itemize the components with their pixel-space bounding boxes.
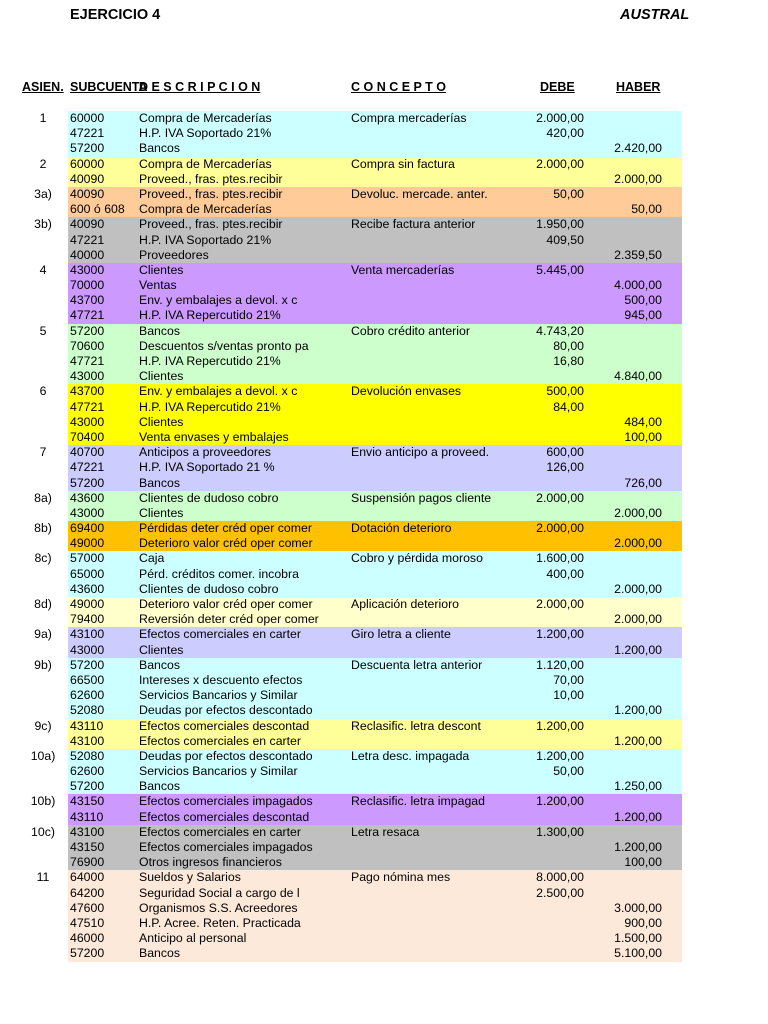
cell-descripcion: H.P. IVA Repercutido 21% (139, 354, 281, 368)
brand-name: AUSTRAL (620, 7, 690, 23)
cell-descripcion: Clientes (139, 642, 184, 657)
cell-subcuenta: 49000 (70, 536, 105, 551)
table-row (0, 840, 768, 855)
cell-descripcion: H.P. IVA Soportado 21% (139, 126, 272, 141)
cell-descripcion: Efectos comerciales descontad (139, 718, 310, 733)
table-row (0, 248, 768, 263)
cell-haber: 945,00 (624, 308, 662, 323)
cell-asiento: 10c) (31, 824, 55, 839)
table-row (0, 263, 768, 278)
cell-subcuenta: 40090 (70, 171, 105, 186)
cell-concepto: Cobro crédito anterior (351, 323, 470, 338)
cell-descripcion: Deudas por efectos descontado (139, 748, 313, 763)
cell-haber: 100,00 (624, 429, 662, 444)
cell-subcuenta: 43000 (70, 369, 105, 384)
cell-subcuenta: 57000 (70, 551, 105, 566)
cell-haber: 3.000,00 (614, 900, 662, 915)
table-row (0, 157, 768, 172)
cell-subcuenta: 43600 (70, 490, 105, 505)
cell-subcuenta: 79400 (70, 612, 105, 627)
cell-subcuenta: 43110 (70, 718, 104, 733)
cell-descripcion: H.P. IVA Soportado 21 % (139, 460, 275, 475)
cell-subcuenta: 69400 (70, 521, 105, 536)
table-row (0, 491, 768, 506)
cell-descripcion: Clientes (139, 369, 184, 384)
cell-subcuenta: 49000 (70, 597, 105, 611)
cell-subcuenta: 76900 (70, 855, 105, 870)
cell-debe: 5.445,00 (536, 262, 584, 277)
cell-debe: 70,00 (553, 672, 584, 687)
table-row (0, 794, 768, 809)
table-row (0, 369, 768, 384)
cell-concepto: Compra sin factura (351, 156, 455, 171)
cell-descripcion: Clientes (139, 414, 184, 429)
header-debe: DEBE (540, 80, 575, 94)
cell-descripcion: Bancos (139, 946, 181, 961)
table-row (0, 536, 768, 551)
cell-descripcion: Sueldos y Salarios (139, 870, 241, 885)
cell-haber: 1.250,00 (614, 779, 662, 794)
cell-descripcion: Organismos S.S. Acreedores (139, 900, 298, 915)
cell-subcuenta: 46000 (70, 931, 105, 946)
cell-subcuenta: 70000 (70, 278, 105, 293)
table-row (0, 612, 768, 627)
cell-descripcion: Efectos comerciales impagados (139, 794, 313, 809)
cell-descripcion: Seguridad Social a cargo de l (139, 885, 300, 900)
cell-haber: 1.200,00 (614, 840, 662, 854)
table-row (0, 202, 768, 217)
cell-asiento: 9a) (34, 627, 52, 642)
cell-debe: 2.000,00 (536, 490, 584, 505)
cell-asiento: 8c) (34, 551, 52, 566)
cell-descripcion: Efectos comerciales impagados (139, 840, 313, 854)
cell-concepto: Descuenta letra anterior (351, 657, 483, 672)
cell-subcuenta: 62600 (70, 688, 105, 703)
cell-subcuenta: 47721 (70, 308, 105, 323)
cell-debe: 2.000,00 (536, 597, 584, 611)
table-row (0, 810, 768, 825)
header-haber: HABER (616, 80, 661, 94)
table-row (0, 916, 768, 931)
header-descripcion: D E S C R I P C I O N (139, 80, 261, 94)
cell-concepto: Reclasific. letra impagad (351, 794, 485, 809)
cell-concepto: Giro letra a cliente (351, 627, 451, 642)
cell-haber: 100,00 (624, 855, 662, 870)
cell-haber: 484,00 (624, 414, 662, 429)
table-row (0, 901, 768, 916)
cell-subcuenta: 43700 (70, 384, 105, 399)
cell-haber: 4.000,00 (614, 278, 662, 293)
cell-debe: 400,00 (546, 566, 584, 581)
cell-descripcion: Anticipos a proveedores (139, 445, 271, 460)
table-row (0, 734, 768, 749)
cell-asiento: 8d) (34, 597, 52, 611)
cell-haber: 900,00 (624, 915, 662, 930)
cell-concepto: Devolución envases (351, 384, 462, 399)
cell-asiento: 8b) (34, 521, 52, 536)
cell-debe: 2.500,00 (536, 885, 584, 900)
cell-debe: 1.120,00 (536, 657, 584, 672)
cell-descripcion: Clientes (139, 262, 184, 277)
cell-asiento: 7 (39, 445, 47, 460)
header-concepto: C O N C E P T O (351, 80, 446, 94)
table-row (0, 597, 768, 612)
cell-subcuenta: 70400 (70, 429, 105, 444)
cell-subcuenta: 40090 (70, 186, 105, 201)
cell-asiento: 11 (36, 870, 50, 885)
cell-debe: 2.000,00 (536, 521, 584, 536)
cell-descripcion: Clientes de dudoso cobro (139, 581, 279, 596)
table-row (0, 567, 768, 582)
cell-debe: 126,00 (546, 460, 584, 475)
cell-subcuenta: 40090 (70, 217, 105, 232)
cell-concepto: Letra resaca (351, 824, 420, 839)
cell-debe: 4.743,20 (536, 323, 584, 338)
cell-subcuenta: 57200 (70, 779, 105, 794)
cell-descripcion: Efectos comerciales en carter (139, 733, 301, 748)
cell-descripcion: Bancos (139, 779, 181, 794)
cell-descripcion: Pérd. créditos comer. incobra (139, 566, 299, 581)
cell-haber: 1.200,00 (614, 733, 662, 748)
cell-subcuenta: 66500 (70, 672, 105, 687)
cell-haber: 2.000,00 (614, 612, 662, 627)
cell-haber: 2.000,00 (614, 171, 662, 186)
table-row (0, 521, 768, 536)
cell-descripcion: Clientes de dudoso cobro (139, 490, 279, 505)
cell-descripcion: Bancos (139, 141, 181, 156)
cell-subcuenta: 60000 (70, 111, 105, 125)
cell-descripcion: H.P. Acree. Reten. Practicada (139, 915, 301, 930)
cell-descripcion: Deterioro valor créd oper comer (139, 597, 313, 611)
cell-concepto: Pago nómina mes (351, 870, 451, 885)
cell-haber: 50,00 (631, 202, 662, 217)
cell-concepto: Envio anticipo a proveed. (351, 445, 490, 460)
cell-descripcion: Env. y embalajes a devol. x c (139, 384, 298, 399)
cell-descripcion: Otros ingresos financieros (139, 855, 282, 870)
cell-subcuenta: 62600 (70, 764, 105, 779)
cell-haber: 500,00 (624, 293, 662, 308)
cell-haber: 1.500,00 (614, 931, 662, 946)
table-row (0, 749, 768, 764)
cell-debe: 1.950,00 (536, 217, 584, 232)
cell-descripcion: Descuentos s/ventas pronto pa (139, 338, 309, 353)
cell-subcuenta: 43600 (70, 581, 105, 596)
table-row (0, 126, 768, 141)
cell-subcuenta: 47221 (70, 126, 105, 141)
cell-subcuenta: 57200 (70, 475, 105, 490)
cell-concepto: Reclasific. letra descont (351, 718, 481, 733)
cell-subcuenta: 64000 (70, 870, 105, 885)
table-row (0, 141, 768, 156)
cell-descripcion: Deudas por efectos descontado (139, 703, 313, 718)
cell-haber: 2.000,00 (614, 536, 662, 551)
cell-descripcion: Anticipo al personal (139, 931, 247, 946)
cell-concepto: Letra desc. impagada (351, 748, 470, 763)
table-row (0, 886, 768, 901)
cell-asiento: 3b) (34, 217, 52, 232)
cell-descripcion: Pérdidas deter créd oper comer (139, 521, 312, 536)
cell-descripcion: Servicios Bancarios y Similar (139, 764, 298, 779)
cell-subcuenta: 57200 (70, 323, 105, 338)
table-row (0, 278, 768, 293)
cell-descripcion: Compra de Mercaderías (139, 156, 272, 171)
cell-subcuenta: 47510 (70, 915, 105, 930)
cell-haber: 2.000,00 (614, 505, 662, 520)
table-row (0, 415, 768, 430)
cell-haber: 2.000,00 (614, 581, 662, 596)
cell-asiento: 9c) (34, 718, 52, 733)
cell-asiento: 8a) (34, 490, 52, 505)
cell-asiento: 9b) (34, 657, 52, 672)
cell-debe: 16,80 (553, 354, 584, 368)
cell-debe: 1.200,00 (536, 718, 584, 733)
cell-descripcion: H.P. IVA Soportado 21% (139, 232, 272, 247)
table-row (0, 217, 768, 232)
table-row (0, 582, 768, 597)
cell-descripcion: Efectos comerciales en carter (139, 627, 301, 642)
table-row (0, 673, 768, 688)
cell-debe: 600,00 (546, 445, 584, 460)
cell-debe: 10,00 (553, 688, 584, 703)
cell-descripcion: Ventas (139, 278, 177, 293)
cell-descripcion: Efectos comerciales en carter (139, 824, 301, 839)
cell-subcuenta: 43000 (70, 414, 105, 429)
table-row (0, 187, 768, 202)
cell-asiento: 4 (39, 262, 47, 277)
cell-concepto: Dotación deterioro (351, 521, 452, 536)
cell-subcuenta: 43110 (70, 809, 104, 824)
cell-subcuenta: 65000 (70, 566, 105, 581)
table-row (0, 476, 768, 491)
cell-subcuenta: 57200 (70, 141, 105, 156)
cell-haber: 1.200,00 (614, 642, 662, 657)
table-row (0, 308, 768, 323)
table-row (0, 825, 768, 840)
cell-descripcion: Efectos comerciales descontad (139, 809, 310, 824)
cell-descripcion: Proveed., fras. ptes.recibir (139, 171, 283, 186)
cell-subcuenta: 43100 (70, 824, 105, 839)
table-row (0, 946, 768, 961)
cell-concepto: Venta mercaderías (351, 262, 455, 277)
cell-subcuenta: 64200 (70, 885, 105, 900)
cell-subcuenta: 47600 (70, 900, 105, 915)
table-row (0, 233, 768, 248)
header-asien: ASIEN. (22, 80, 64, 94)
cell-descripcion: Intereses x descuento efectos (139, 672, 303, 687)
cell-subcuenta: 43100 (70, 627, 105, 642)
cell-subcuenta: 43150 (70, 794, 105, 809)
cell-descripcion: Bancos (139, 323, 181, 338)
cell-concepto: Aplicación deterioro (351, 597, 460, 611)
cell-descripcion: H.P. IVA Repercutido 21% (139, 399, 281, 414)
cell-subcuenta: 57200 (70, 657, 105, 672)
cell-asiento: 6 (39, 384, 47, 399)
table-row (0, 506, 768, 521)
cell-subcuenta: 57200 (70, 946, 105, 961)
journal-table (0, 111, 768, 962)
cell-subcuenta: 43100 (70, 733, 105, 748)
cell-subcuenta: 60000 (70, 156, 105, 171)
cell-haber: 5.100,00 (614, 946, 662, 961)
cell-subcuenta: 47221 (70, 232, 105, 247)
cell-asiento: 3a) (34, 186, 52, 201)
cell-debe: 1.200,00 (536, 794, 584, 809)
table-row (0, 627, 768, 642)
cell-descripcion: Bancos (139, 657, 181, 672)
cell-descripcion: Proveedores (139, 247, 209, 262)
cell-descripcion: Reversión deter créd oper comer (139, 612, 319, 627)
table-row (0, 384, 768, 399)
table-row (0, 460, 768, 475)
cell-concepto: Devoluc. mercade. anter. (351, 186, 488, 201)
table-row (0, 551, 768, 566)
cell-concepto: Cobro y pérdida moroso (351, 551, 483, 566)
cell-haber: 1.200,00 (614, 809, 662, 824)
cell-asiento: 2 (39, 156, 47, 171)
cell-descripcion: H.P. IVA Repercutido 21% (139, 308, 281, 323)
cell-debe: 80,00 (553, 338, 584, 353)
table-row (0, 400, 768, 415)
cell-haber: 2.420,00 (614, 141, 662, 156)
table-row (0, 643, 768, 658)
cell-asiento: 10b) (30, 794, 56, 809)
table-row (0, 719, 768, 734)
cell-debe: 50,00 (553, 186, 584, 201)
cell-asiento: 1 (39, 111, 47, 125)
cell-subcuenta: 40000 (70, 247, 105, 262)
cell-descripcion: Deterioro valor créd oper comer (139, 536, 313, 551)
sheet-title: EJERCICIO 4 (70, 7, 161, 23)
cell-descripcion: Compra de Mercaderías (139, 111, 272, 125)
cell-debe: 1.600,00 (536, 551, 584, 566)
cell-subcuenta: 52080 (70, 703, 105, 718)
cell-debe: 84,00 (553, 399, 584, 414)
cell-descripcion: Bancos (139, 475, 181, 490)
cell-debe: 1.200,00 (536, 748, 584, 763)
cell-descripcion: Proveed., fras. ptes.recibir (139, 217, 283, 232)
cell-asiento: 10a) (30, 748, 56, 763)
table-row (0, 931, 768, 946)
table-row (0, 430, 768, 445)
table-row (0, 870, 768, 885)
cell-descripcion: Compra de Mercaderías (139, 202, 272, 217)
cell-debe: 409,50 (546, 232, 584, 247)
cell-debe: 2.000,00 (536, 111, 584, 125)
cell-subcuenta: 43000 (70, 262, 105, 277)
cell-concepto: Compra mercaderías (351, 111, 467, 125)
table-row (0, 339, 768, 354)
table-row (0, 293, 768, 308)
cell-subcuenta: 43000 (70, 642, 105, 657)
cell-haber: 1.200,00 (614, 703, 662, 718)
cell-descripcion: Caja (139, 551, 165, 566)
table-row (0, 703, 768, 718)
cell-subcuenta: 40700 (70, 445, 105, 460)
table-row (0, 688, 768, 703)
cell-subcuenta: 47721 (70, 399, 105, 414)
cell-subcuenta: 43700 (70, 293, 105, 308)
cell-debe: 500,00 (546, 384, 584, 399)
cell-debe: 1.300,00 (536, 824, 584, 839)
cell-haber: 4.840,00 (614, 369, 662, 384)
header-subcuenta: SUBCUENTA (70, 80, 148, 94)
table-row (0, 111, 768, 126)
cell-descripcion: Servicios Bancarios y Similar (139, 688, 298, 703)
cell-subcuenta: 47221 (70, 460, 105, 475)
cell-haber: 2.359,50 (614, 247, 662, 262)
cell-subcuenta: 52080 (70, 748, 105, 763)
cell-debe: 1.200,00 (536, 627, 584, 642)
cell-debe: 50,00 (553, 764, 584, 779)
cell-descripcion: Proveed., fras. ptes.recibir (139, 186, 283, 201)
cell-debe: 8.000,00 (536, 870, 584, 885)
cell-subcuenta: 47721 (70, 354, 105, 368)
table-row (0, 855, 768, 870)
table-row (0, 445, 768, 460)
table-row (0, 354, 768, 369)
cell-haber: 726,00 (624, 475, 662, 490)
cell-descripcion: Env. y embalajes a devol. x c (139, 293, 298, 308)
table-row (0, 172, 768, 187)
cell-debe: 420,00 (546, 126, 584, 141)
cell-subcuenta: 600 ó 608 (70, 202, 125, 217)
cell-subcuenta: 70600 (70, 338, 105, 353)
cell-concepto: Recibe factura anterior (351, 217, 476, 232)
cell-descripcion: Clientes (139, 505, 184, 520)
cell-asiento: 5 (39, 323, 47, 338)
table-row (0, 658, 768, 673)
table-row (0, 764, 768, 779)
table-row (0, 324, 768, 339)
cell-concepto: Suspensión pagos cliente (351, 490, 492, 505)
cell-descripcion: Venta envases y embalajes (139, 429, 289, 444)
cell-debe: 2.000,00 (536, 156, 584, 171)
cell-subcuenta: 43000 (70, 505, 105, 520)
table-row (0, 779, 768, 794)
cell-subcuenta: 43150 (70, 840, 105, 854)
